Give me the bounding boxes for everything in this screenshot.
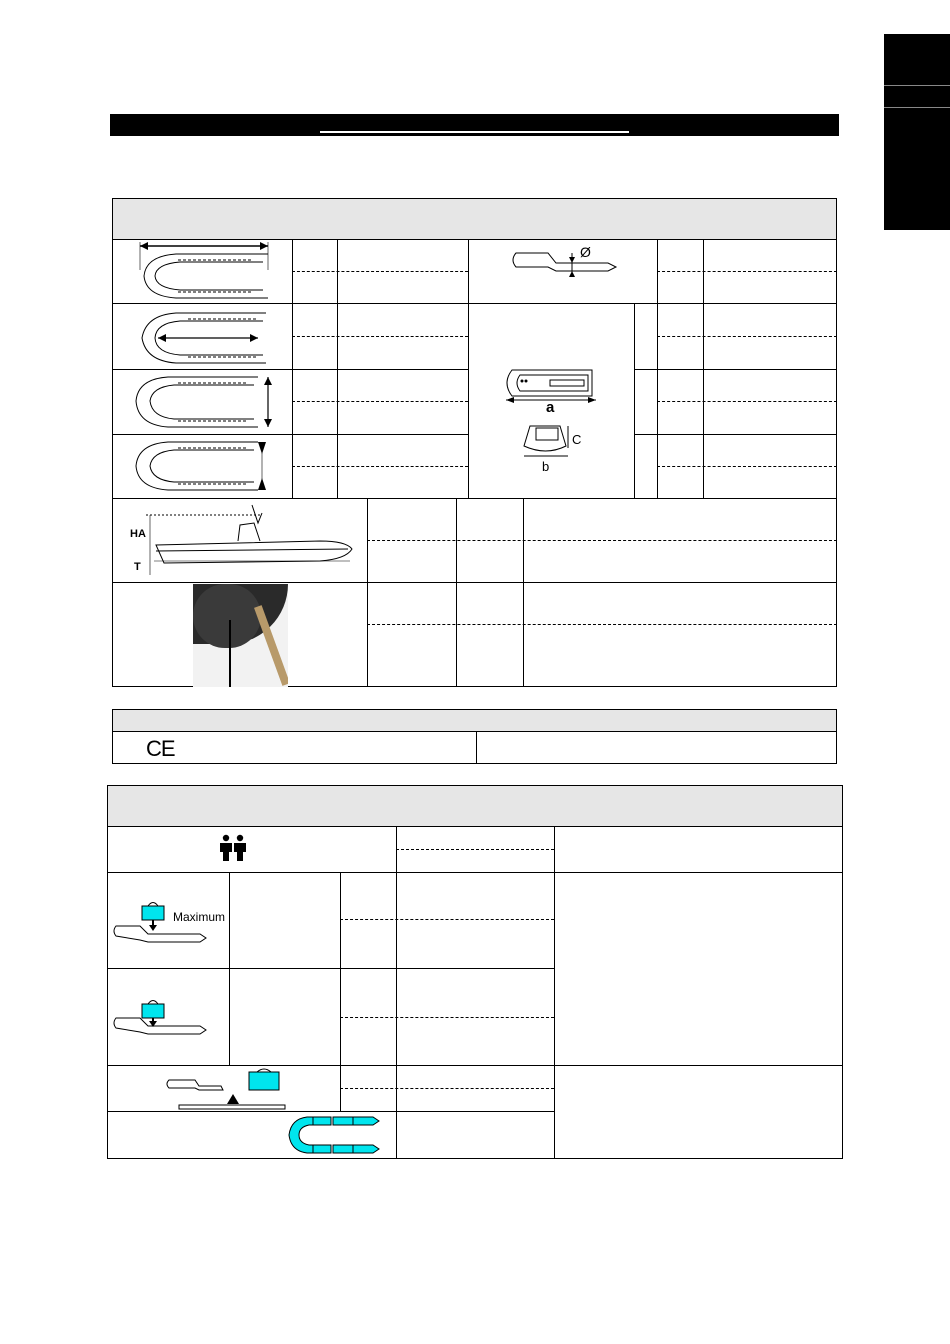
persons-icon: [217, 834, 249, 862]
dim-c-label: C: [572, 432, 582, 447]
ce-mark: CE: [146, 736, 175, 761]
diameter-symbol: Ø: [580, 244, 591, 260]
max-load-label: Maximum: [173, 910, 226, 924]
boat-inner-length-diagram: [118, 305, 288, 367]
boat-length-diagram: [118, 240, 288, 302]
boat-dimensions-diagram: [500, 356, 610, 476]
balance-diagram: [165, 1068, 300, 1112]
transom-photo: [193, 584, 288, 687]
height-label: HA: [130, 528, 146, 540]
draft-label: T: [134, 561, 141, 573]
capacity-table-header: [107, 785, 843, 827]
dim-b-label: b: [542, 459, 550, 474]
load-diagram: [110, 998, 220, 1038]
side-tab-divider: [884, 85, 950, 86]
side-tab-divider: [884, 107, 950, 108]
side-tab: [884, 34, 950, 230]
tube-diameter-diagram: [508, 243, 618, 279]
boat-inner-beam-diagram: [118, 436, 288, 496]
dim-a-label: a: [546, 399, 555, 416]
tube-compartments-diagram: [283, 1113, 383, 1159]
max-load-diagram: [110, 898, 235, 943]
title-underline: [320, 131, 629, 133]
boat-profile-diagram: [120, 505, 360, 577]
boat-beam-diagram: [118, 371, 288, 433]
ce-table-header: [112, 709, 837, 732]
ce-table: [112, 731, 837, 764]
spec-table-header: [112, 198, 837, 240]
